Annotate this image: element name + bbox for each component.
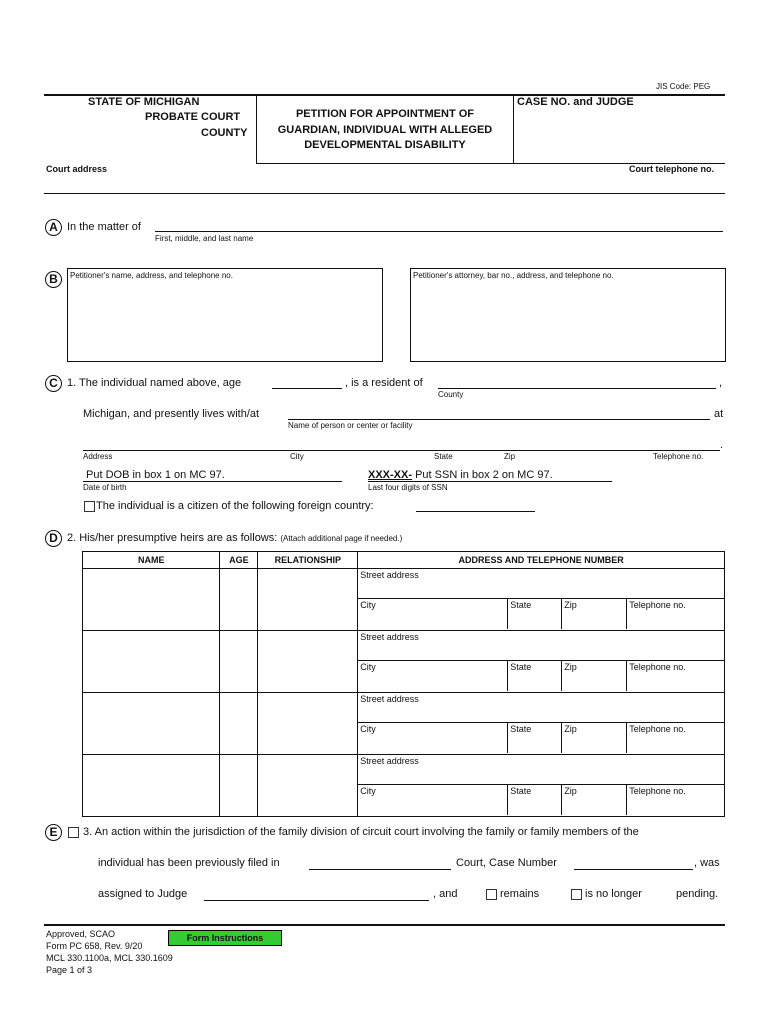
heir-name-cell[interactable]: [83, 569, 220, 631]
remains-checkbox[interactable]: [486, 889, 497, 900]
dob-sublabel: Date of birth: [83, 483, 127, 492]
ssn-note: Put SSN in box 2 on MC 97.: [412, 469, 553, 481]
state-label: State: [510, 724, 532, 734]
action-line2b: Court, Case Number: [456, 857, 557, 869]
lives-with-label: Michigan, and presently lives with/at: [83, 408, 260, 420]
heir-zip[interactable]: [562, 723, 627, 753]
heir-address-cell: [358, 631, 725, 693]
county-label: COUNTY: [201, 127, 248, 139]
heir-street[interactable]: [358, 569, 724, 599]
period: .: [720, 439, 724, 451]
matter-of-sublabel: First, middle, and last name: [155, 234, 254, 243]
county-field[interactable]: [438, 388, 716, 389]
heir-state[interactable]: [508, 785, 562, 815]
county-sublabel: County: [438, 390, 464, 399]
zip-label: Zip: [564, 786, 577, 796]
heirs-line: 2. His/her presumptive heirs are as follows:: [67, 532, 278, 544]
heir-street[interactable]: [358, 631, 724, 661]
no-longer-label: is no longer: [585, 888, 642, 900]
heir-zip[interactable]: [562, 785, 627, 815]
action-line1: 3. An action within the jurisdiction of the family division of circuit court involving the family or family members of the: [83, 826, 639, 838]
judge-field[interactable]: [204, 900, 429, 901]
zip-label: Zip: [564, 600, 577, 610]
col-address: ADDRESS AND TELEPHONE NUMBER: [358, 552, 725, 569]
page-number: Page 1 of 3: [46, 965, 93, 975]
ssn-field[interactable]: [368, 481, 612, 482]
form-number: Form PC 658, Rev. 9/20: [46, 941, 143, 951]
approved-label: Approved, SCAO: [46, 929, 116, 939]
heir-row: [83, 755, 725, 817]
matter-of-field[interactable]: [155, 231, 723, 232]
col-age: AGE: [220, 552, 258, 569]
foreign-country-field[interactable]: [416, 511, 535, 512]
telephone-sublabel: Telephone no.: [653, 452, 704, 461]
action-line2a: individual has been previously filed in: [98, 857, 280, 869]
state-label: State: [510, 786, 532, 796]
dob-value: Put DOB in box 1 on MC 97.: [86, 469, 225, 481]
street-label: Street address: [360, 570, 419, 580]
lives-with-field[interactable]: [288, 419, 710, 420]
city-label: City: [360, 600, 376, 610]
heir-city[interactable]: [358, 661, 508, 691]
court-field[interactable]: [309, 869, 451, 870]
heir-address-cell: [358, 569, 725, 631]
age-field[interactable]: [272, 388, 342, 389]
city-label: City: [360, 662, 376, 672]
city-sublabel: City: [290, 452, 304, 461]
ssn-sublabel: Last four digits of SSN: [368, 483, 448, 492]
address-sublabel: Address: [83, 452, 113, 461]
petitioner-box[interactable]: [67, 268, 383, 362]
heir-phone[interactable]: [627, 599, 724, 629]
phone-label: Telephone no.: [629, 600, 686, 610]
zip-sublabel: Zip: [504, 452, 516, 461]
case-number-field[interactable]: [574, 869, 693, 870]
phone-label: Telephone no.: [629, 662, 686, 672]
form-title-line2: GUARDIAN, INDIVIDUAL WITH ALLEGED: [277, 124, 493, 136]
heir-relationship-cell[interactable]: [258, 693, 358, 755]
heir-row: [83, 693, 725, 755]
ssn-prefix: XXX-XX-: [368, 469, 413, 481]
form-title-line1: PETITION FOR APPOINTMENT OF: [295, 108, 475, 120]
heir-phone[interactable]: [627, 723, 724, 753]
heir-street[interactable]: [358, 755, 724, 785]
heir-relationship-cell[interactable]: [258, 569, 358, 631]
phone-label: Telephone no.: [629, 724, 686, 734]
heir-address-cell: [358, 755, 725, 817]
city-label: City: [360, 786, 376, 796]
heir-relationship-cell[interactable]: [258, 755, 358, 817]
jis-code: JIS Code: PEG: [656, 82, 711, 91]
state-sublabel: State: [434, 452, 453, 461]
heir-relationship-cell[interactable]: [258, 631, 358, 693]
action-line3b: , and: [433, 888, 458, 900]
heir-address-cell: [358, 693, 725, 755]
heir-name-cell[interactable]: [83, 631, 220, 693]
section-a-marker: A: [45, 219, 62, 236]
heir-zip[interactable]: [562, 661, 627, 691]
heir-name-cell[interactable]: [83, 693, 220, 755]
header-divider-2: [513, 95, 514, 163]
heir-row: [83, 631, 725, 693]
col-relationship: RELATIONSHIP: [258, 552, 358, 569]
remains-label: remains: [500, 888, 540, 900]
resident-of-label: , is a resident of: [345, 377, 423, 389]
dob-field[interactable]: [83, 481, 342, 482]
heir-row: [83, 569, 725, 631]
heir-age-cell[interactable]: [220, 631, 258, 693]
citizen-label: The individual is a citizen of the following foreign country:: [96, 500, 374, 512]
lives-with-sublabel: Name of person or center or facility: [288, 421, 413, 430]
heir-city[interactable]: [358, 785, 508, 815]
address-field[interactable]: [83, 450, 720, 451]
action-line3a: assigned to Judge: [98, 888, 188, 900]
pending-label: pending.: [676, 888, 719, 900]
heirs-note: (Attach additional page if needed.): [280, 534, 403, 543]
heir-phone[interactable]: [627, 785, 724, 815]
action-filed-checkbox[interactable]: [68, 827, 79, 838]
petitioner-label: Petitioner's name, address, and telephone no.: [70, 271, 233, 280]
footer-rule: [44, 924, 725, 926]
comma: ,: [719, 377, 723, 389]
attorney-label: Petitioner's attorney, bar no., address, and telephone no.: [413, 271, 614, 280]
zip-label: Zip: [564, 662, 577, 672]
action-line2c: , was: [694, 857, 720, 869]
attorney-box[interactable]: [410, 268, 726, 362]
heir-zip[interactable]: [562, 599, 627, 629]
section-c-marker: C: [45, 375, 62, 392]
heirs-label: [67, 532, 402, 544]
state-label: State: [510, 662, 532, 672]
street-label: Street address: [360, 632, 419, 642]
heir-age-cell[interactable]: [220, 569, 258, 631]
matter-of-label: In the matter of: [67, 221, 141, 233]
heir-city[interactable]: [358, 723, 508, 753]
probate-court-label: PROBATE COURT: [145, 111, 241, 123]
section-d-marker: D: [45, 530, 62, 547]
phone-label: Telephone no.: [629, 786, 686, 796]
age-line-label: 1. The individual named above, age: [67, 377, 242, 389]
case-no-label: CASE NO. and JUDGE: [517, 96, 634, 108]
street-label: Street address: [360, 756, 419, 766]
col-name: NAME: [83, 552, 220, 569]
heirs-table: [82, 551, 725, 817]
heir-phone[interactable]: [627, 661, 724, 691]
mcl-citation: MCL 330.1100a, MCL 330.1609: [46, 953, 173, 963]
court-address-label: Court address: [46, 164, 108, 174]
section-e-marker: E: [45, 824, 62, 841]
citizen-checkbox[interactable]: [84, 501, 95, 512]
heir-name-cell[interactable]: [83, 755, 220, 817]
court-address-rule: [44, 193, 725, 194]
heir-state[interactable]: [508, 723, 562, 753]
heir-state[interactable]: [508, 599, 562, 629]
heir-street[interactable]: [358, 693, 724, 723]
heir-age-cell[interactable]: [220, 755, 258, 817]
no-longer-checkbox[interactable]: [571, 889, 582, 900]
street-label: Street address: [360, 694, 419, 704]
city-label: City: [360, 724, 376, 734]
heirs-header-row: [83, 552, 725, 569]
form-instructions-button[interactable]: Form Instructions: [168, 930, 282, 946]
heir-age-cell[interactable]: [220, 693, 258, 755]
ssn-value: [368, 469, 553, 481]
form-title-line3: DEVELOPMENTAL DISABILITY: [304, 139, 466, 151]
state-label: STATE OF MICHIGAN: [88, 96, 200, 108]
state-label: State: [510, 600, 532, 610]
court-phone-label: Court telephone no.: [629, 164, 714, 174]
zip-label: Zip: [564, 724, 577, 734]
heir-state[interactable]: [508, 661, 562, 691]
header-divider-1: [256, 95, 257, 163]
at-label: at: [714, 408, 724, 420]
section-b-marker: B: [45, 271, 62, 288]
heir-city[interactable]: [358, 599, 508, 629]
